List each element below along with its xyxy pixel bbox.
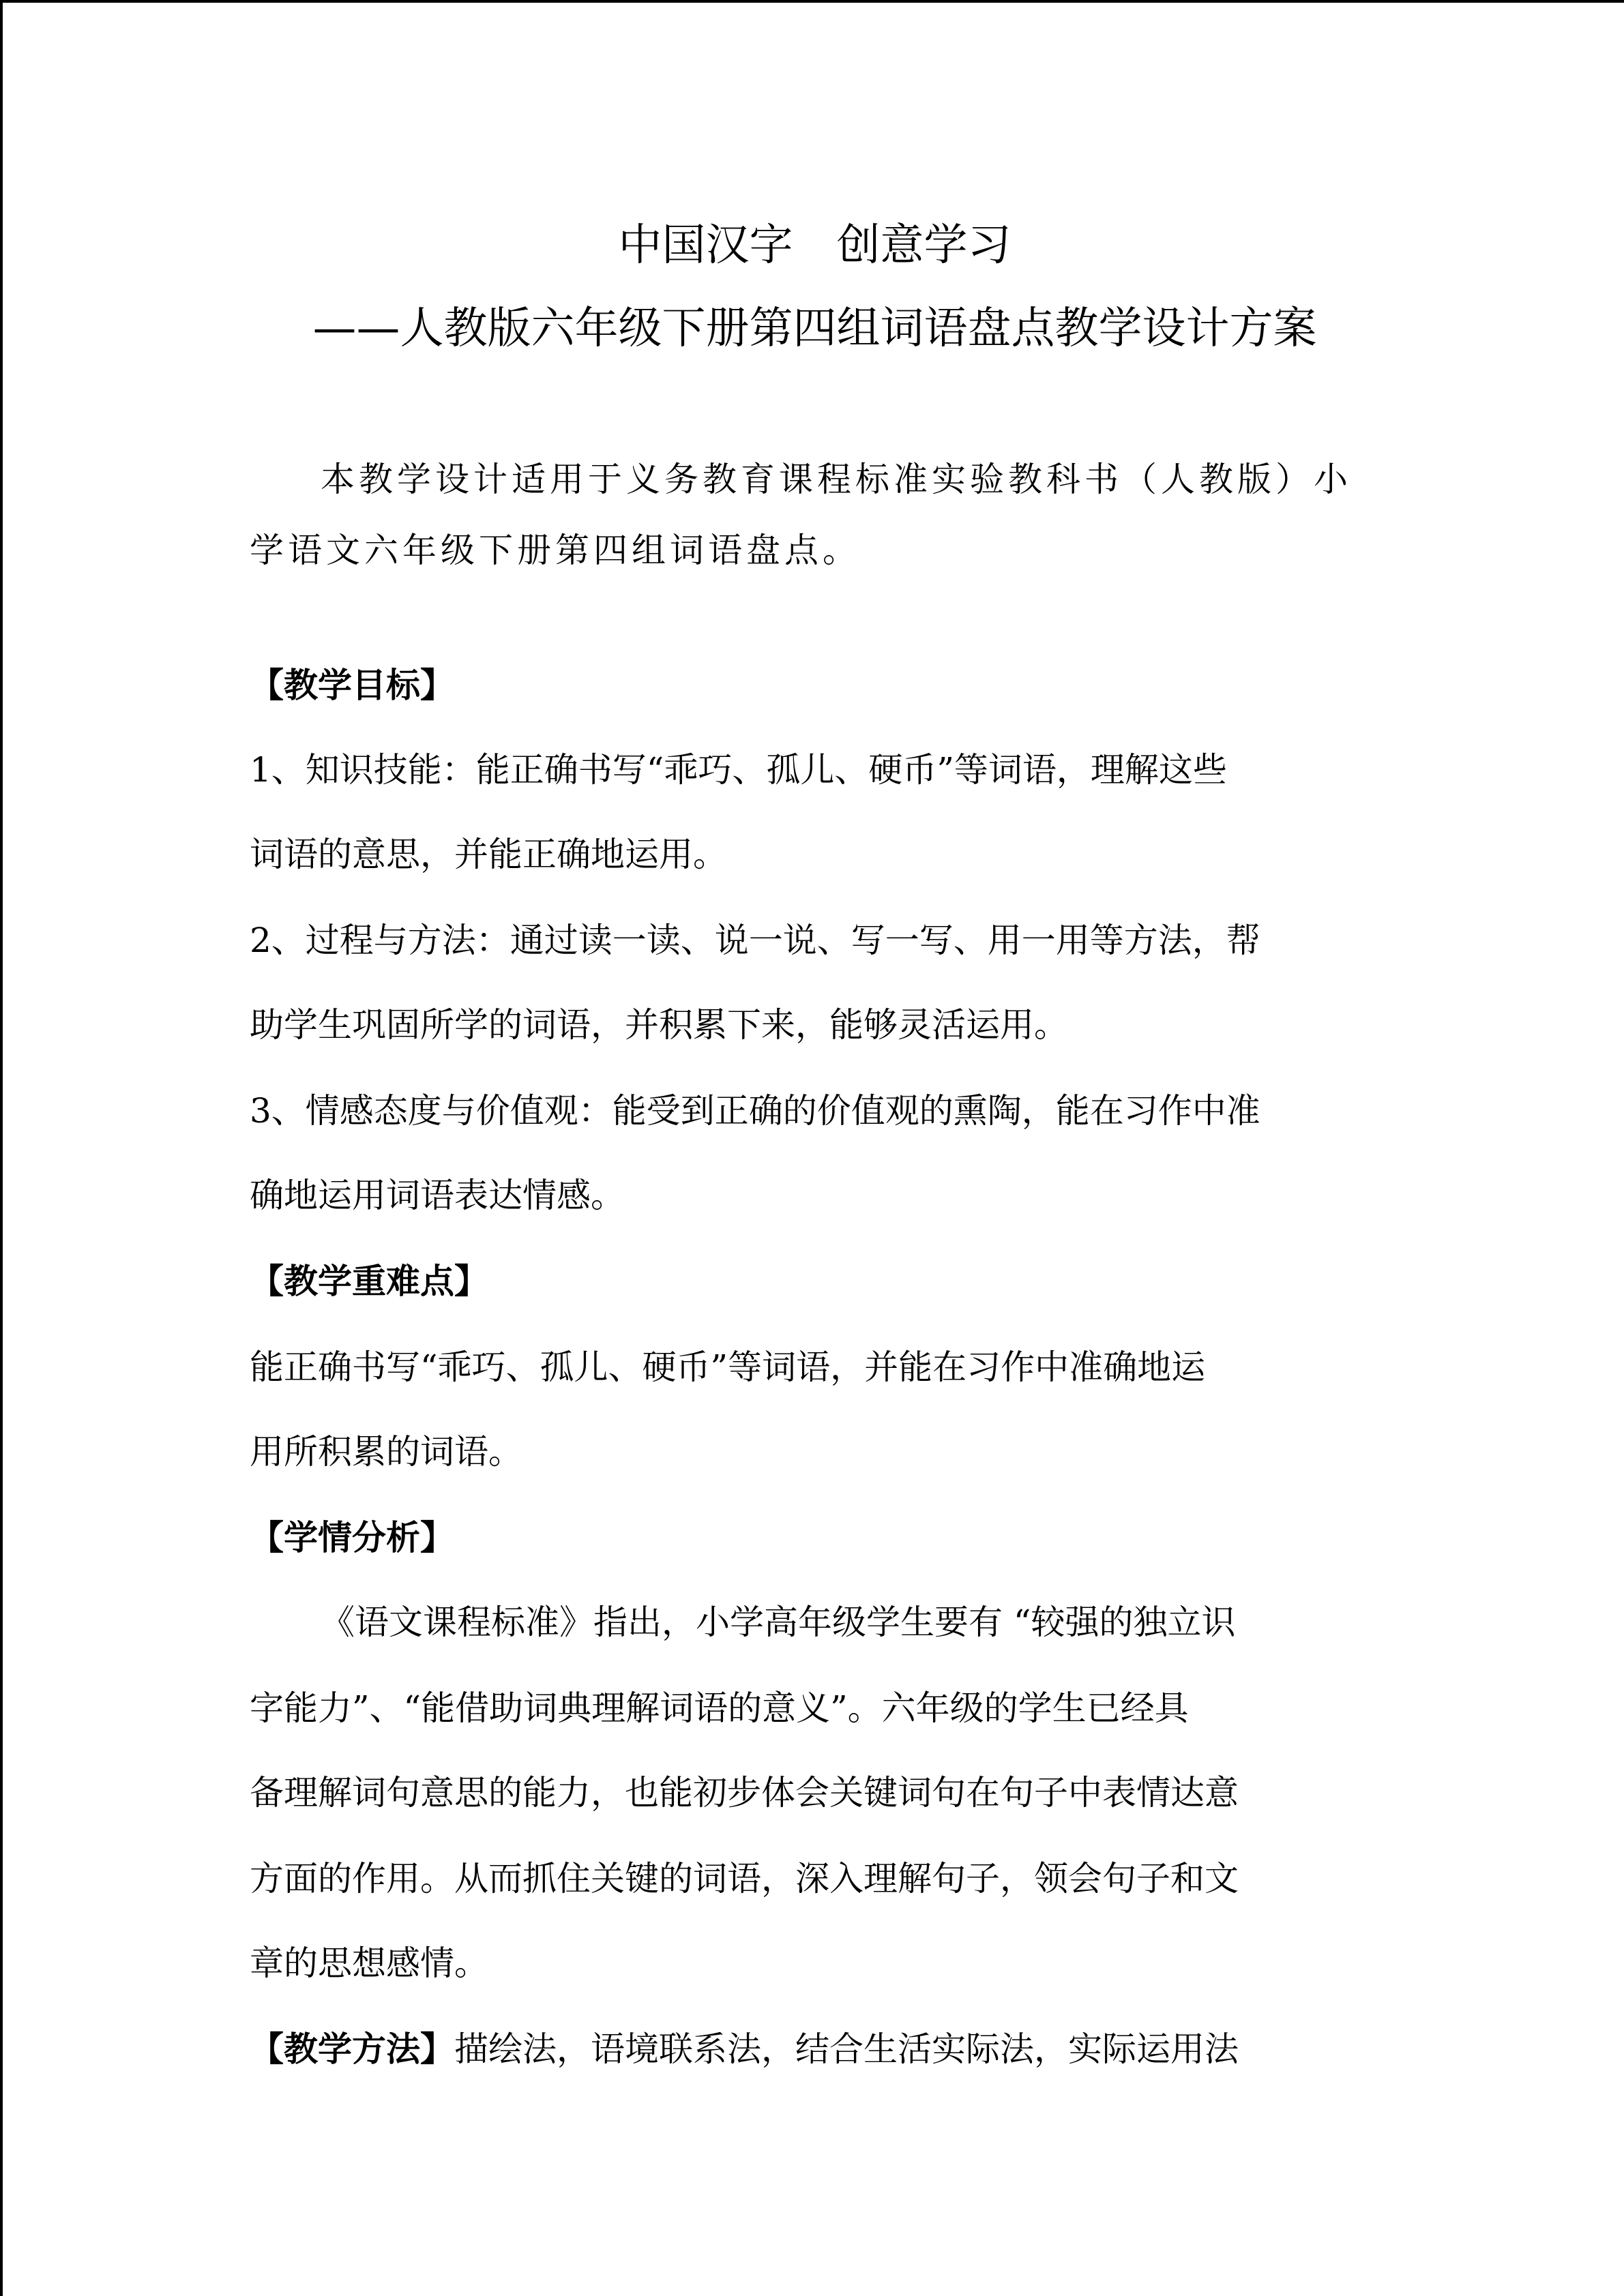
methods-heading: 【教学方法】 — [250, 2029, 454, 2069]
document-title: 中国汉字 创意学习 — [618, 220, 1012, 271]
goal-3-line-2: 确地运用词语表达情感。 — [250, 1176, 625, 1215]
analysis-heading: 【学情分析】 — [250, 1518, 454, 1557]
key-points-heading: 【教学重难点】 — [250, 1262, 488, 1301]
goal-2-line-1: 2、过程与方法：通过读一读、说一说、写一写、用一用等方法，帮 — [250, 921, 1260, 960]
key-points-line-2: 用所积累的词语。 — [250, 1432, 522, 1472]
goal-1-line-2: 词语的意思，并能正确地运用。 — [250, 835, 727, 874]
key-points-line-1: 能正确书写“乖巧、孤儿、硬币”等词语，并能在习作中准确地运 — [250, 1347, 1206, 1387]
analysis-line-1: 《语文课程标准》指出，小学高年级学生要有 “较强的独立识 — [321, 1602, 1236, 1642]
goal-1-line-1: 1、知识技能：能正确书写“乖巧、孤儿、硬币”等词语，理解这些 — [250, 750, 1227, 790]
analysis-line-5: 章的思想感情。 — [250, 1943, 488, 1983]
goals-heading: 【教学目标】 — [250, 666, 454, 705]
methods-line — [250, 2029, 1382, 2069]
methods-text: 描绘法，语境联系法，结合生活实际法，实际运用法 — [454, 2029, 1239, 2069]
intro-line-2: 学语文六年级下册第四组词语盘点。 — [250, 531, 861, 570]
analysis-line-4: 方面的作用。从而抓住关键的词语，深入理解句子，领会句子和文 — [250, 1859, 1239, 1898]
document-subtitle: ——人教版六年级下册第四组词语盘点教学设计方案 — [312, 303, 1317, 354]
analysis-line-3: 备理解词句意思的能力，也能初步体会关键词句在句子中表情达意 — [250, 1773, 1239, 1813]
goal-2-line-2: 助学生巩固所学的词语，并积累下来，能够灵活运用。 — [250, 1005, 1068, 1045]
goal-3-line-1: 3、情感态度与价值观：能受到正确的价值观的熏陶，能在习作中准 — [250, 1091, 1260, 1131]
intro-line-1: 本教学设计适用于义务教育课程标准实验教科书（人教版）小 — [321, 460, 1352, 499]
analysis-line-2: 字能力”、“能借助词典理解词语的意义”。六年级的学生已经具 — [250, 1688, 1189, 1728]
